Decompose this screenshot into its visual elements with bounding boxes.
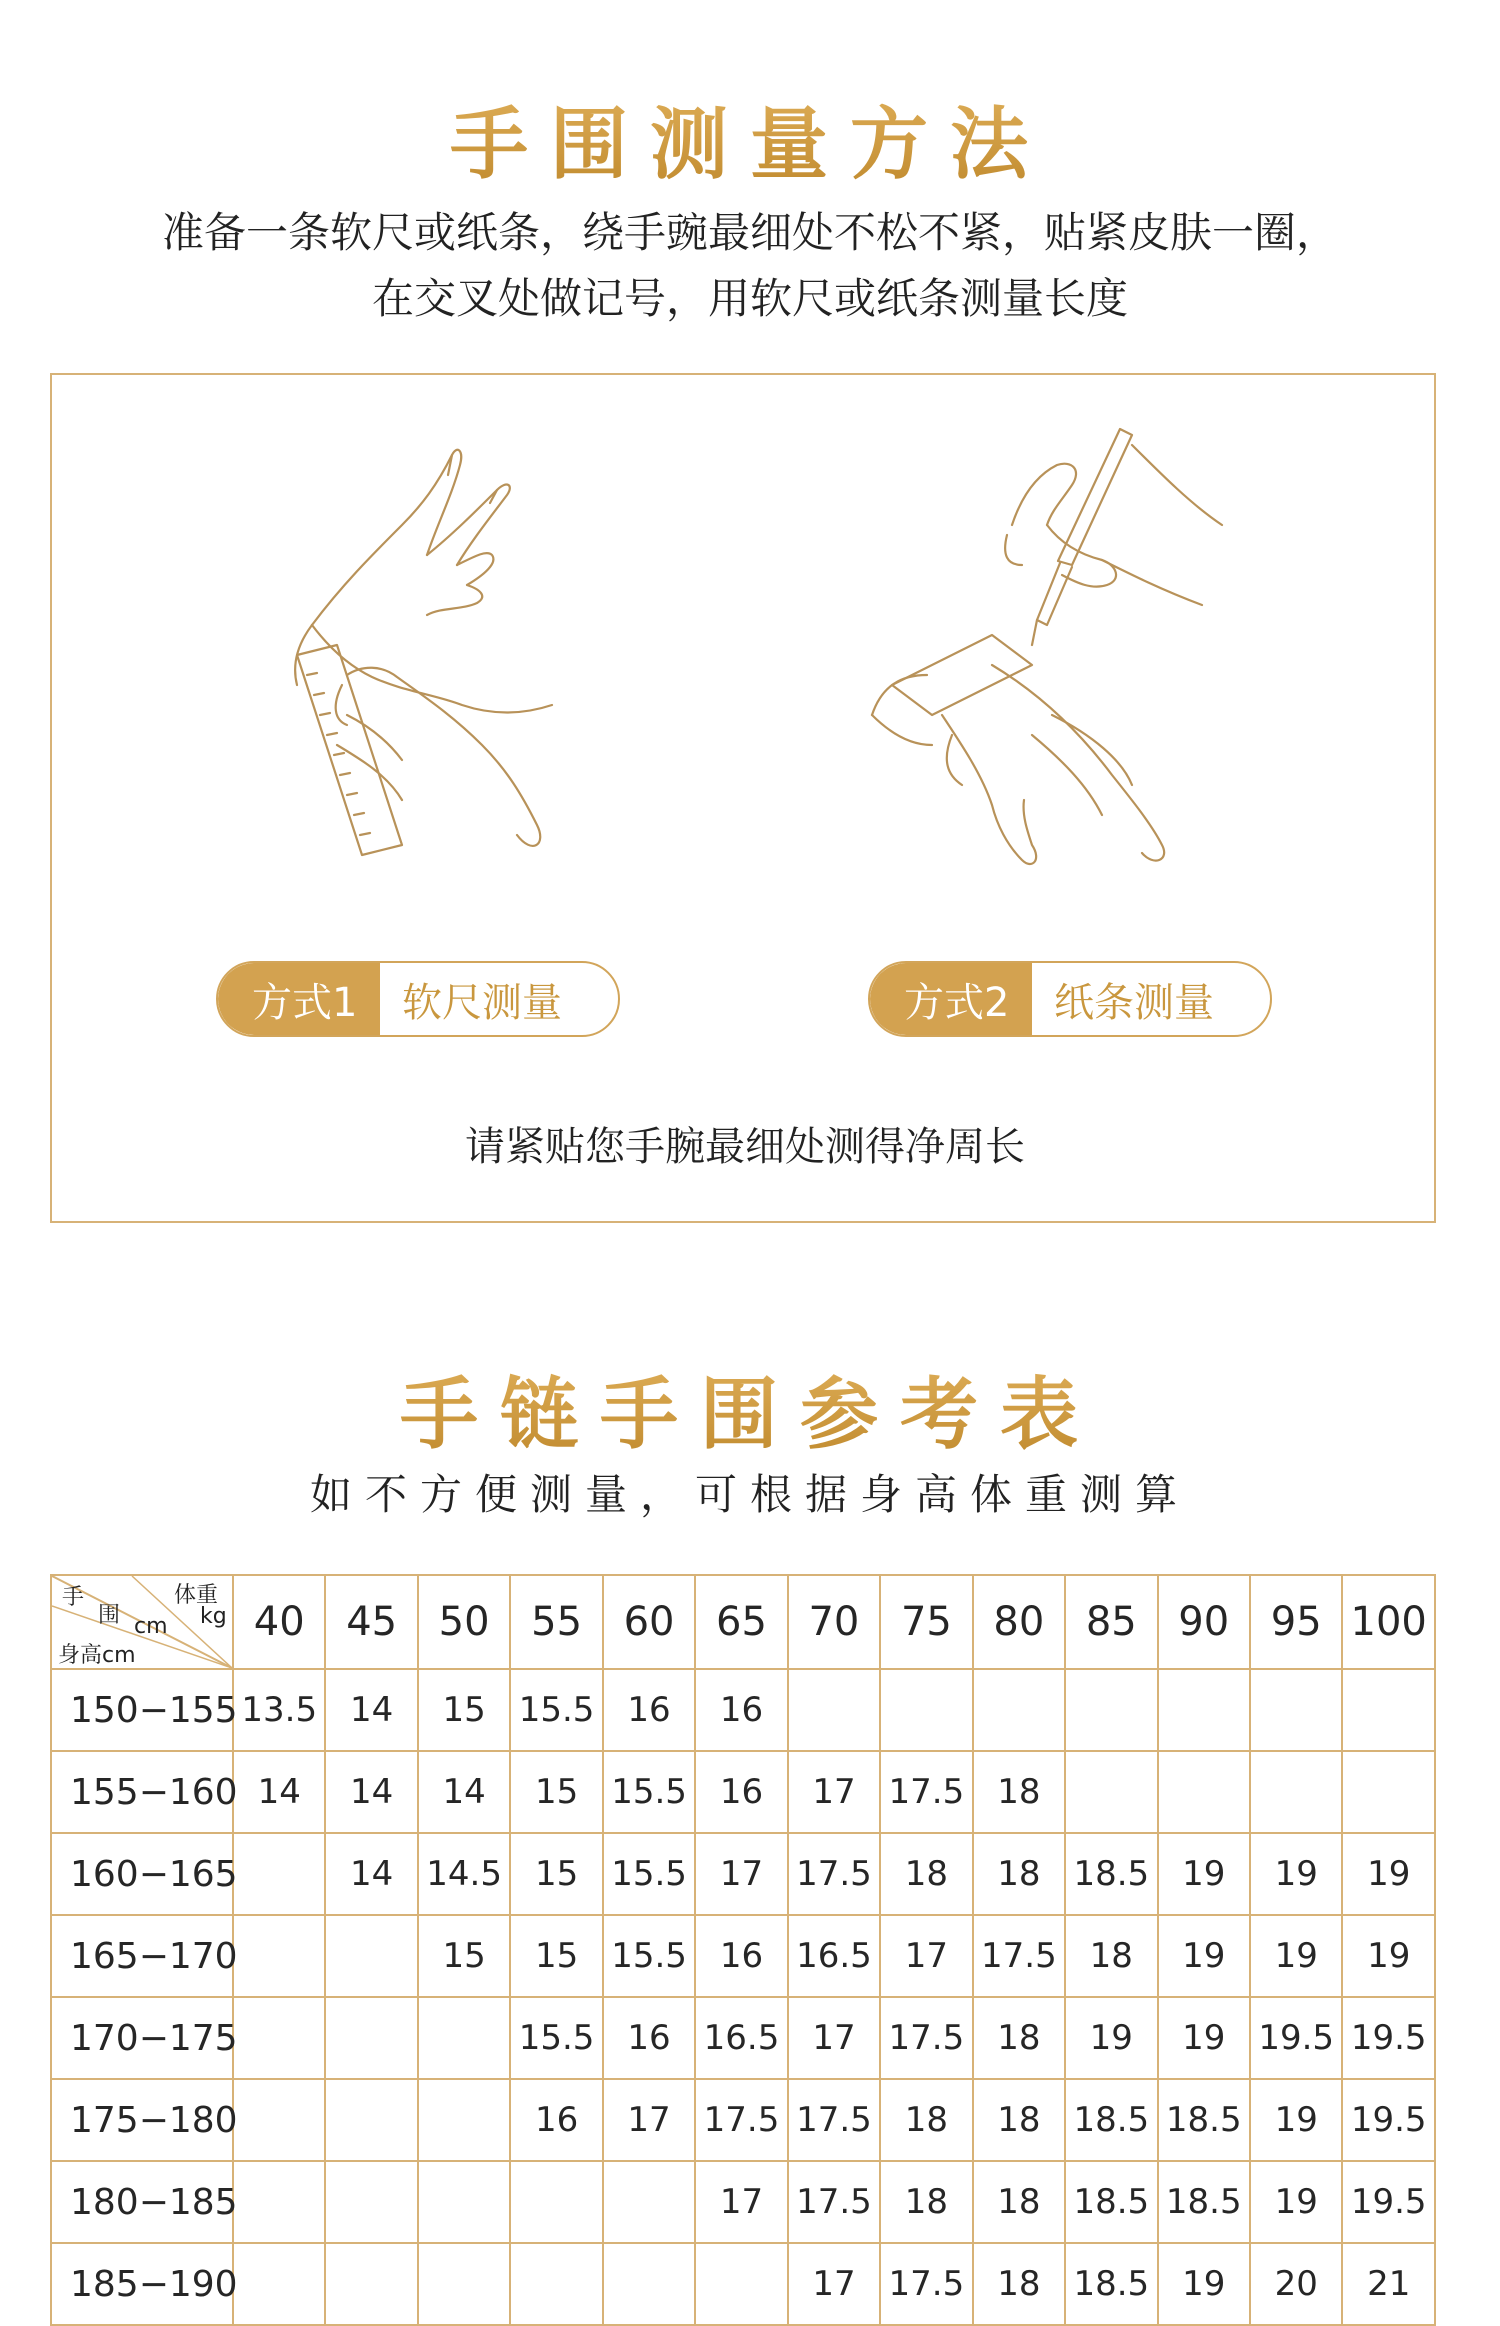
wrist-size-cell: 15	[510, 1833, 602, 1915]
wrist-size-cell: 15.5	[603, 1915, 695, 1997]
wrist-size-cell: 18	[973, 1997, 1065, 2079]
wrist-size-cell	[418, 1997, 510, 2079]
height-range-cell: 185−190	[51, 2243, 233, 2325]
wrist-size-cell	[1250, 1751, 1342, 1833]
wrist-size-cell: 18.5	[1065, 2161, 1157, 2243]
height-range-cell: 165−170	[51, 1915, 233, 1997]
weight-header-cell: 95	[1250, 1575, 1342, 1669]
table-row	[51, 1915, 1435, 1997]
wrist-size-cell	[325, 2161, 417, 2243]
desc-line-2: 在交叉处做记号，用软尺或纸条测量长度	[371, 274, 1128, 323]
wrist-size-cell: 18	[1065, 1915, 1157, 1997]
weight-header-cell: 70	[788, 1575, 880, 1669]
wrist-size-cell: 19	[1250, 2161, 1342, 2243]
wrist-size-cell: 15	[418, 1915, 510, 1997]
wrist-size-cell	[233, 1833, 325, 1915]
table-row	[51, 1751, 1435, 1833]
wrist-size-cell: 19	[1158, 1915, 1250, 1997]
height-range-cell: 170−175	[51, 1997, 233, 2079]
wrist-size-cell: 16	[695, 1751, 787, 1833]
wrist-size-cell: 19	[1342, 1915, 1435, 1997]
wrist-size-cell	[233, 1915, 325, 1997]
wrist-size-cell: 14	[418, 1751, 510, 1833]
wrist-size-cell: 15.5	[510, 1669, 602, 1751]
wrist-size-cell: 18.5	[1158, 2161, 1250, 2243]
wrist-size-cell: 18.5	[1065, 2079, 1157, 2161]
wrist-size-cell	[1250, 1669, 1342, 1751]
wrist-size-cell: 18	[973, 2161, 1065, 2243]
wrist-size-cell: 18.5	[1065, 1833, 1157, 1915]
wrist-size-cell	[233, 2079, 325, 2161]
wrist-size-cell: 14	[325, 1669, 417, 1751]
corner-label-cm: cm	[134, 1614, 168, 1639]
wrist-size-cell	[603, 2161, 695, 2243]
wrist-size-cell: 18	[880, 2079, 972, 2161]
wrist-size-cell: 18	[973, 1751, 1065, 1833]
soft-ruler-hand-illustration	[252, 415, 652, 895]
corner-label-weight: 体重	[174, 1583, 219, 1608]
reference-table-title: 手链手围参考表	[0, 1352, 1500, 1464]
weight-header-cell: 85	[1065, 1575, 1157, 1669]
wrist-size-cell: 15	[510, 1751, 602, 1833]
wrist-size-cell: 16	[510, 2079, 602, 2161]
wrist-size-cell	[325, 1915, 417, 1997]
reference-table-desc: 如不方便测量，可根据身高体重测算	[309, 1470, 1190, 1519]
weight-header-cell: 45	[325, 1575, 417, 1669]
weight-header-cell: 90	[1158, 1575, 1250, 1669]
wrist-size-cell	[880, 1669, 972, 1751]
weight-header-cell: 55	[510, 1575, 602, 1669]
wrist-size-cell: 17.5	[788, 2161, 880, 2243]
table-row	[51, 2079, 1435, 2161]
wrist-size-cell: 17.5	[880, 1997, 972, 2079]
wrist-size-cell: 19	[1158, 1997, 1250, 2079]
wrist-size-cell: 18	[973, 2243, 1065, 2325]
wrist-size-cell	[1158, 1669, 1250, 1751]
wrist-size-cell: 14	[233, 1751, 325, 1833]
wrist-size-cell: 17	[788, 2243, 880, 2325]
wrist-size-cell: 17	[695, 1833, 787, 1915]
corner-label-wrist: 围	[98, 1603, 121, 1628]
method-2-tag	[868, 961, 1272, 1037]
wrist-size-cell	[233, 1997, 325, 2079]
weight-header-cell: 100	[1342, 1575, 1435, 1669]
wrist-size-cell: 17	[695, 2161, 787, 2243]
wrist-size-cell	[325, 2079, 417, 2161]
wrist-size-cell: 17.5	[880, 2243, 972, 2325]
wrist-size-cell: 17.5	[973, 1915, 1065, 1997]
wrist-size-cell: 18.5	[1158, 2079, 1250, 2161]
height-range-cell: 155−160	[51, 1751, 233, 1833]
wrist-size-cell: 19	[1158, 2243, 1250, 2325]
wrist-size-cell: 15	[418, 1669, 510, 1751]
height-range-cell: 180−185	[51, 2161, 233, 2243]
weight-header-cell: 75	[880, 1575, 972, 1669]
wrist-size-cell: 14	[325, 1833, 417, 1915]
table-row	[51, 2161, 1435, 2243]
wrist-size-cell	[233, 2243, 325, 2325]
wrist-size-cell: 19.5	[1342, 2079, 1435, 2161]
wrist-size-cell: 15.5	[603, 1833, 695, 1915]
wrist-size-cell	[1342, 1751, 1435, 1833]
table-row	[51, 2243, 1435, 2325]
wrist-size-cell: 19	[1250, 2079, 1342, 2161]
method-2-label: 纸条测量	[1054, 979, 1214, 1026]
wrist-size-cell: 16.5	[695, 1997, 787, 2079]
wrist-size-cell	[325, 1997, 417, 2079]
height-range-cell: 150−155	[51, 1669, 233, 1751]
wrist-size-cell: 16	[603, 1669, 695, 1751]
table-row	[51, 1833, 1435, 1915]
wrist-size-cell	[418, 2161, 510, 2243]
weight-header-cell: 60	[603, 1575, 695, 1669]
wrist-size-cell: 17	[603, 2079, 695, 2161]
wrist-size-cell: 15.5	[510, 1997, 602, 2079]
measure-method-desc	[0, 200, 1500, 332]
wrist-size-cell: 19.5	[1250, 1997, 1342, 2079]
wrist-size-cell: 17	[788, 1751, 880, 1833]
wrist-size-cell	[695, 2243, 787, 2325]
wrist-size-cell: 19.5	[1342, 1997, 1435, 2079]
method-1-number: 方式1	[218, 963, 380, 1035]
wrist-size-cell: 19	[1250, 1833, 1342, 1915]
height-range-cell: 175−180	[51, 2079, 233, 2161]
wrist-size-cell: 19	[1158, 1833, 1250, 1915]
wrist-size-cell	[418, 2243, 510, 2325]
wrist-size-cell: 17	[880, 1915, 972, 1997]
table-row	[51, 1997, 1435, 2079]
weight-header-cell: 65	[695, 1575, 787, 1669]
wrist-size-cell	[233, 2161, 325, 2243]
wrist-size-cell	[510, 2243, 602, 2325]
wrist-size-cell: 17.5	[880, 1751, 972, 1833]
method-illustration-box	[50, 373, 1436, 1223]
wrist-size-cell	[788, 1669, 880, 1751]
wrist-size-cell: 17.5	[788, 2079, 880, 2161]
wrist-size-cell	[325, 2243, 417, 2325]
wrist-size-cell: 16	[695, 1669, 787, 1751]
wrist-size-cell: 19	[1342, 1833, 1435, 1915]
wrist-size-cell: 18	[973, 1833, 1065, 1915]
wrist-size-cell: 18	[973, 2079, 1065, 2161]
wrist-size-cell: 17.5	[695, 2079, 787, 2161]
corner-label-height: 身高cm	[58, 1643, 136, 1668]
wrist-size-cell: 18	[880, 1833, 972, 1915]
wrist-size-cell	[973, 1669, 1065, 1751]
corner-label-hand: 手	[62, 1585, 85, 1610]
method-1-tag	[216, 961, 620, 1037]
height-range-cell: 160−165	[51, 1833, 233, 1915]
wrist-size-cell	[1342, 1669, 1435, 1751]
table-header-row	[51, 1575, 1435, 1669]
measure-note: 请紧贴您手腕最细处测得净周长	[465, 1124, 1025, 1170]
wrist-size-cell: 14.5	[418, 1833, 510, 1915]
wrist-size-reference-table	[50, 1574, 1436, 2326]
method-1-label: 软尺测量	[402, 979, 562, 1026]
wrist-size-cell	[1065, 1669, 1157, 1751]
wrist-size-cell: 19	[1250, 1915, 1342, 1997]
table-row	[51, 1669, 1435, 1751]
wrist-size-cell: 15	[510, 1915, 602, 1997]
method-2-number: 方式2	[870, 963, 1032, 1035]
wrist-size-cell	[603, 2243, 695, 2325]
wrist-size-cell: 16.5	[788, 1915, 880, 1997]
wrist-size-cell	[510, 2161, 602, 2243]
weight-header-cell: 40	[233, 1575, 325, 1669]
wrist-size-cell: 20	[1250, 2243, 1342, 2325]
table-corner-cell	[51, 1575, 233, 1669]
wrist-size-cell: 16	[603, 1997, 695, 2079]
wrist-size-cell: 21	[1342, 2243, 1435, 2325]
corner-label-kg: kg	[200, 1604, 227, 1629]
desc-line-1: 准备一条软尺或纸条，绕手豌最细处不松不紧，贴紧皮肤一圈，	[161, 208, 1338, 257]
wrist-size-cell: 16	[695, 1915, 787, 1997]
wrist-size-cell: 17	[788, 1997, 880, 2079]
wrist-size-cell	[1158, 1751, 1250, 1833]
wrist-size-cell: 19	[1065, 1997, 1157, 2079]
paper-strip-hand-illustration	[832, 415, 1332, 895]
wrist-size-cell: 15.5	[603, 1751, 695, 1833]
wrist-size-cell: 13.5	[233, 1669, 325, 1751]
wrist-size-cell: 18.5	[1065, 2243, 1157, 2325]
wrist-size-cell	[418, 2079, 510, 2161]
wrist-size-cell	[1065, 1751, 1157, 1833]
wrist-size-cell: 17.5	[788, 1833, 880, 1915]
wrist-size-cell: 18	[880, 2161, 972, 2243]
weight-header-cell: 80	[973, 1575, 1065, 1669]
wrist-size-cell: 14	[325, 1751, 417, 1833]
measure-method-title: 手围测量方法	[0, 82, 1500, 194]
weight-header-cell: 50	[418, 1575, 510, 1669]
wrist-size-cell: 19.5	[1342, 2161, 1435, 2243]
